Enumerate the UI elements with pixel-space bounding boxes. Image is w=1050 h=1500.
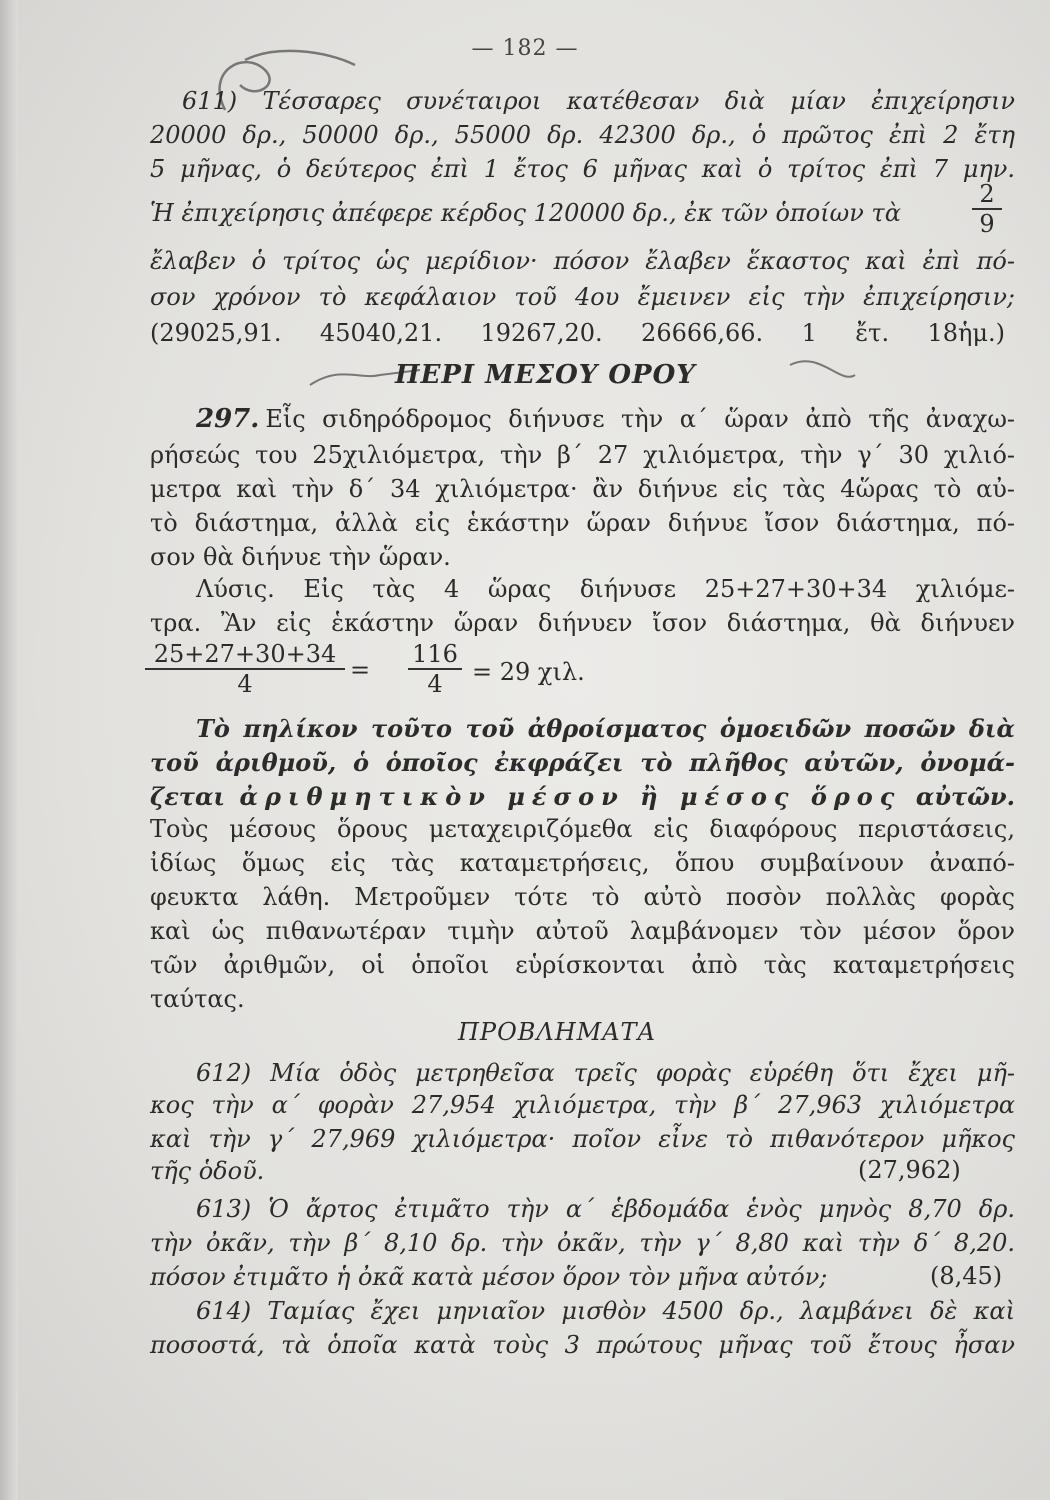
section-heading-problems: ΠΡΟΒΛΗΜΑΤΑ [458, 1018, 656, 1046]
explanation-line3: φευκτα λάθη. Μετροῦμεν τότε τὸ αὐτὸ ποσὸν πολλὰς φορὰς [150, 883, 1015, 911]
equation-equals: = [350, 656, 371, 684]
fraction-numerator: 2 [972, 180, 1002, 210]
problem-613-answer: (8,45) [930, 1262, 1003, 1290]
definition-term: ἀριθμητικὸν μέσον ἢ μέσος ὅρος [239, 782, 902, 811]
equation-denominator-sum: 4 [237, 670, 253, 698]
explanation-line2: ἰδίως ὅμως εἰς τὰς καταμετρήσεις, ὅπου συμβαίνουν ἀναπό- [150, 849, 1015, 877]
definition-word-zetai: ζεται [150, 782, 226, 811]
problem-612-line4: τῆς ὁδοῦ. [150, 1157, 265, 1185]
paragraph-297-line5: σον θὰ διήνυε τὴν ὥραν. [150, 543, 451, 571]
paragraph-297-line2: ρήσεώς του 25χιλιόμετρα, τὴν β΄ 27 χιλιόμετρα, τὴν γ΄ 30 χιλιό- [150, 441, 1015, 469]
paragraph-297-line4: τὸ διάστημα, ἀλλὰ εἰς ἑκάστην ὥραν διήνυε ἴσον διάστημα, πό- [150, 509, 1015, 537]
fraction-denominator: 9 [979, 210, 995, 238]
page-number: — 182 — [471, 36, 579, 61]
problem-611-line1: 611) Τέσσαρες συνέταιροι κατέθεσαν διὰ μίαν ἐπιχείρησιν [182, 87, 1015, 115]
equation-result: = 29 χιλ. [472, 658, 585, 686]
problem-612-answer: (27,962) [858, 1156, 961, 1184]
problem-614-line1: 614) Ταμίας ἔχει μηνιαῖον μισθὸν 4500 δρ., λαμβάνει δὲ καὶ [196, 1297, 1015, 1325]
page-binding-edge [0, 0, 18, 1500]
problem-611-answer: (29025,91. 45040,21. 19267,20. 26666,66. 1 ἔτ. 18ἡμ.) [150, 319, 1005, 347]
problem-614-line2: ποσοστά, τὰ ὁποῖα κατὰ τοὺς 3 πρώτους μῆνας τοῦ ἔτους ἦσαν [150, 1331, 1015, 1359]
problem-612-line2: κος τὴν α΄ φορὰν 27,954 χιλιόμετρα, τὴν β΄ 27,963 χιλιόμετρα [150, 1091, 1015, 1119]
equation-fraction-sum [145, 640, 345, 698]
paragraph-297-line1 [150, 404, 1015, 434]
definition-word-auton: αὐτῶν. [915, 782, 1015, 811]
problem-611-line4: Ἡ ἐπιχείρησις ἀπέφερε κέρδος 120000 δρ., ἐκ τῶν ὁποίων τὰ [150, 199, 901, 227]
paragraph-number-297: 297. [196, 404, 260, 434]
definition-line3 [150, 782, 1015, 812]
explanation-line4: καὶ ὡς πιθανωτέραν τιμὴν αὐτοῦ λαμβάνομεν τὸν μέσον ὅρον [150, 917, 1015, 945]
solution-line1: Λύσις. Εἰς τὰς 4 ὥρας διήνυσε 25+27+30+34 χιλιόμε- [196, 575, 1015, 603]
problem-612-line1: 612) Μία ὁδὸς μετρηθεῖσα τρεῖς φορὰς εὑρέθη ὅτι ἔχει μῆ- [196, 1059, 1015, 1087]
definition-line1: Τὸ πηλίκον τοῦτο τοῦ ἀθροίσματος ὁμοειδῶν ποσῶν διὰ [196, 714, 1015, 743]
problem-611-line5: ἔλαβεν ὁ τρίτος ὡς μερίδιον· πόσον ἔλαβεν ἕκαστος καὶ ἐπὶ πό- [150, 247, 1015, 275]
paragraph-297-text: Εἷς σιδηρόδρομος διήνυσε τὴν α΄ ὥραν ἀπὸ τῆς ἀναχω- [265, 405, 1015, 433]
problem-613-line3: πόσον ἐτιμᾶτο ἡ ὀκᾶ κατὰ μέσον ὅρον τὸν μῆνα αὐτόν; [150, 1263, 828, 1291]
equation-fraction-116 [408, 640, 462, 698]
solution-line2: τρα. Ἂν εἰς ἑκάστην ὥραν διήνυεν ἴσον διάστημα, θὰ διήνυεν [150, 609, 1015, 637]
explanation-line1: Τοὺς μέσους ὅρους μεταχειριζόμεθα εἰς διαφόρους περιστάσεις, [150, 815, 1015, 843]
explanation-line6: ταύτας. [150, 985, 245, 1013]
explanation-line5: τῶν ἀριθμῶν, οἱ ὁποῖοι εὑρίσκονται ἀπὸ τὰς καταμετρήσεις [150, 951, 1015, 979]
paragraph-297-line3: μετρα καὶ τὴν δ΄ 34 χιλιόμετρα· ἂν διήνυε εἰς τὰς 4ὥρας τὸ αὐ- [150, 475, 1015, 503]
problem-611-line6: σον χρόνον τὸ κεφάλαιον τοῦ 4ου ἔμεινεν εἰς τὴν ἐπιχείρησιν; [150, 283, 1015, 311]
problem-611-line3: 5 μῆνας, ὁ δεύτερος ἐπὶ 1 ἔτος 6 μῆνας καὶ ὁ τρίτος ἐπὶ 7 μην. [150, 155, 1015, 183]
equation-numerator-sum: 25+27+30+34 [145, 640, 345, 670]
fraction-2-9 [972, 180, 1002, 238]
definition-line2: τοῦ ἀριθμοῦ, ὁ ὁποῖος ἐκφράζει τὸ πλῆθος αὐτῶν, ὀνομά- [150, 748, 1015, 777]
problem-612-line3: καὶ τὴν γ΄ 27,969 χιλιόμετρα· ποῖον εἶνε τὸ πιθανότερον μῆκος [150, 1125, 1015, 1153]
problem-613-line1: 613) Ὁ ἄρτος ἐτιμᾶτο τὴν α΄ ἑβδομάδα ἑνὸς μηνὸς 8,70 δρ. [196, 1195, 1015, 1223]
problem-611-line2: 20000 δρ., 50000 δρ., 55000 δρ. 42300 δρ., ὁ πρῶτος ἐπὶ 2 ἔτη [150, 121, 1015, 149]
equation-numerator-116: 116 [408, 640, 462, 670]
problem-613-line2: τὴν ὀκᾶν, τὴν β΄ 8,10 δρ. τὴν ὀκᾶν, τὴν γ΄ 8,80 καὶ τὴν δ΄ 8,20. [150, 1229, 1015, 1257]
equation-denominator-116: 4 [427, 670, 443, 698]
section-heading-mean: ΠΕΡΙ ΜΕΣΟΥ ΟΡΟΥ [395, 360, 696, 390]
